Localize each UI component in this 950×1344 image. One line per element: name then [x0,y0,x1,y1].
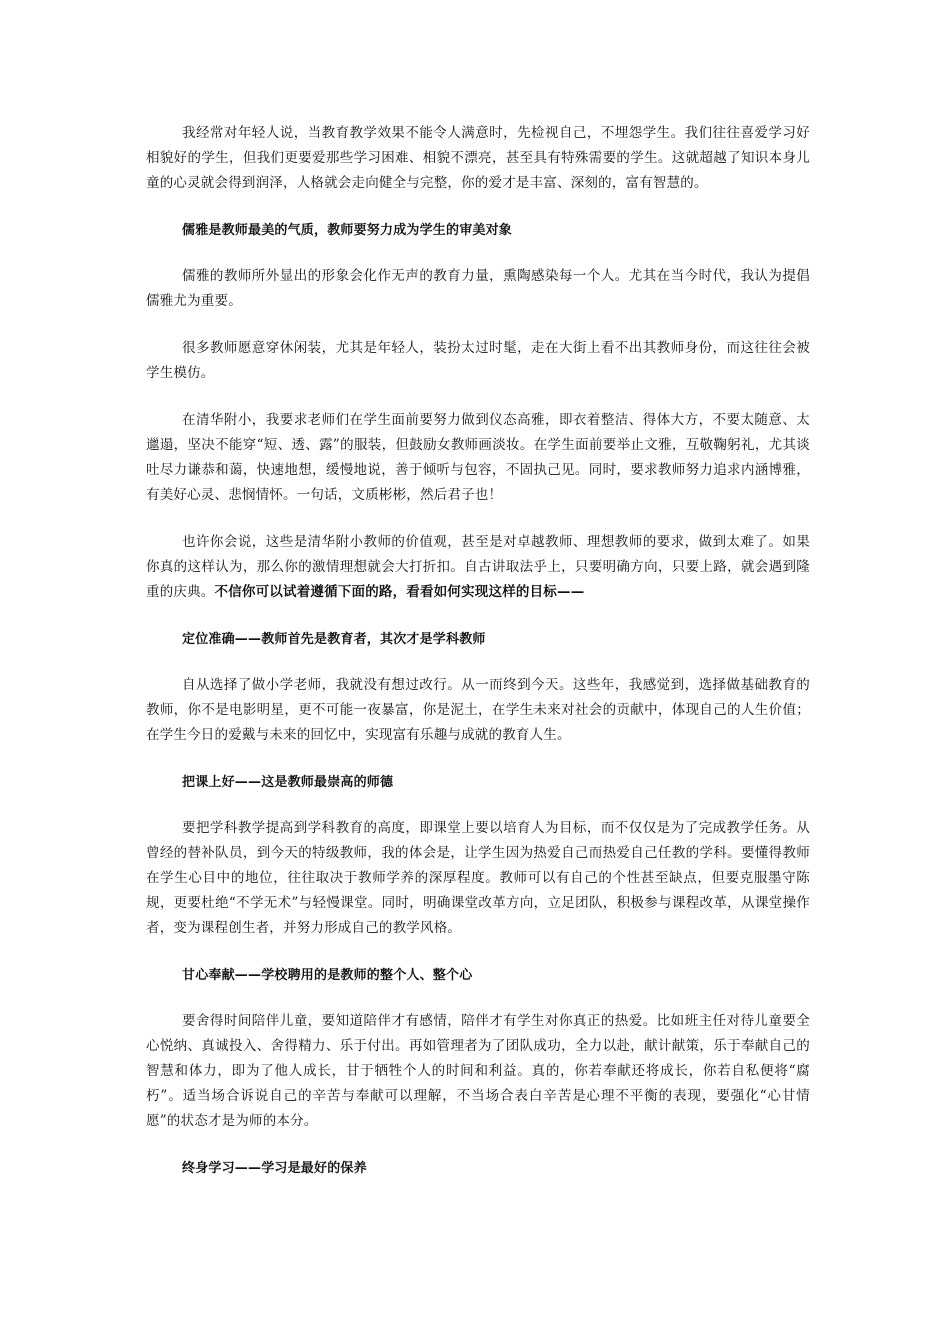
heading-4: 甘心奉献——学校聘用的是教师的整个人、整个心 [182,968,473,983]
paragraph-2: 儒雅的教师所外显出的形象会化作无声的教育力量，熏陶感染每一个人。尤其在当今时代，我认为提倡儒雅尤为重要。 [146,268,810,309]
paragraph-5-text: 也许你会说，这些是清华附小教师的价值观，甚至是对卓越教师、理想教师的要求，做到太难了。如果你真的这样认为，那么你的激情理想就会大打折扣。自古讲取法乎上，只要明确方向，只要上路，就会遇到隆重的庆典。 [146,534,810,600]
heading-1: 儒雅是教师最美的气质，教师要努力成为学生的审美对象 [182,223,513,238]
document-page [146,121,810,1181]
paragraph-3: 很多教师愿意穿休闲装，尤其是年轻人，装扮太过时髦，走在大街上看不出其教师身份，而这往往会被学生模仿。 [146,340,810,381]
paragraph-7: 要把学科教学提高到学科教育的高度，即课堂上要以培育人为目标，而不仅仅是为了完成教学任务。从曾经的替补队员，到今天的特级教师，我的体会是，让学生因为热爱自己而热爱自己任教的学科。要懂得教师在学生心目中的地位，往往取决于教师学养的深厚程度。教师可以有自己的个性甚至缺点，但要克服墨守陈规，更要杜绝“不学无术”与轻慢课堂。同时，明确课堂改革方向，立足团队，积极参与课程改革，从课堂操作者，变为课程创生者，并努力形成自己的教学风格。 [146,820,810,936]
heading-5: 终身学习——学习是最好的保养 [182,1161,367,1176]
paragraph-8: 要舍得时间陪伴儿童，要知道陪伴才有感情，陪伴才有学生对你真正的热爱。比如班主任对待儿童要全心悦纳、真诚投入、舍得精力、乐于付出。再如管理者为了团队成功，全力以赴，献计献策，乐于奉献自己的智慧和体力，即为了他人成长，甘于牺牲个人的时间和利益。真的，你若奉献还将成长，你若自私便将“腐朽”。适当场合诉说自己的辛苦与奉献可以理解，不当场合表白辛苦是心理不平衡的表现，要强化“心甘情愿”的状态才是为师的本分。 [146,1013,810,1129]
paragraph-5-bold-text: 不信你可以试着遵循下面的路，看看如何实现这样的目标—— [214,584,585,600]
paragraph-6: 自从选择了做小学老师，我就没有想过改行。从一而终到今天。这些年，我感觉到，选择做基础教育的教师，你不是电影明星，更不可能一夜暴富，你是泥土，在学生未来对社会的贡献中，体现自己的人生价值；在学生今日的爱戴与未来的回忆中，实现富有乐趣与成就的教育人生。 [146,677,810,743]
heading-3: 把课上好——这是教师最崇高的师德 [182,775,394,790]
paragraph-4: 在清华附小，我要求老师们在学生面前要努力做到仪态高雅，即衣着整洁、得体大方，不要太随意、太邋遢，坚决不能穿“短、透、露”的服装，但鼓励女教师画淡妆。在学生面前要举止文雅，互敬鞠躬礼，尤其谈吐尽力谦恭和蔼，快速地想，缓慢地说，善于倾听与包容，不固执己见。同时，要求教师努力追求内涵博雅，有美好心灵、悲悯情怀。一句话，文质彬彬，然后君子也！ [146,412,810,503]
paragraph-5 [146,530,810,605]
heading-2: 定位准确——教师首先是教育者，其次才是学科教师 [182,632,486,647]
paragraph-1: 我经常对年轻人说，当教育教学效果不能令人满意时，先检视自己，不埋怨学生。我们往往喜爱学习好相貌好的学生，但我们更要爱那些学习困难、相貌不漂亮，甚至具有特殊需要的学生。这就超越了知识本身儿童的心灵就会得到润泽，人格就会走向健全与完整，你的爱才是丰富、深刻的，富有智慧的。 [146,125,810,191]
